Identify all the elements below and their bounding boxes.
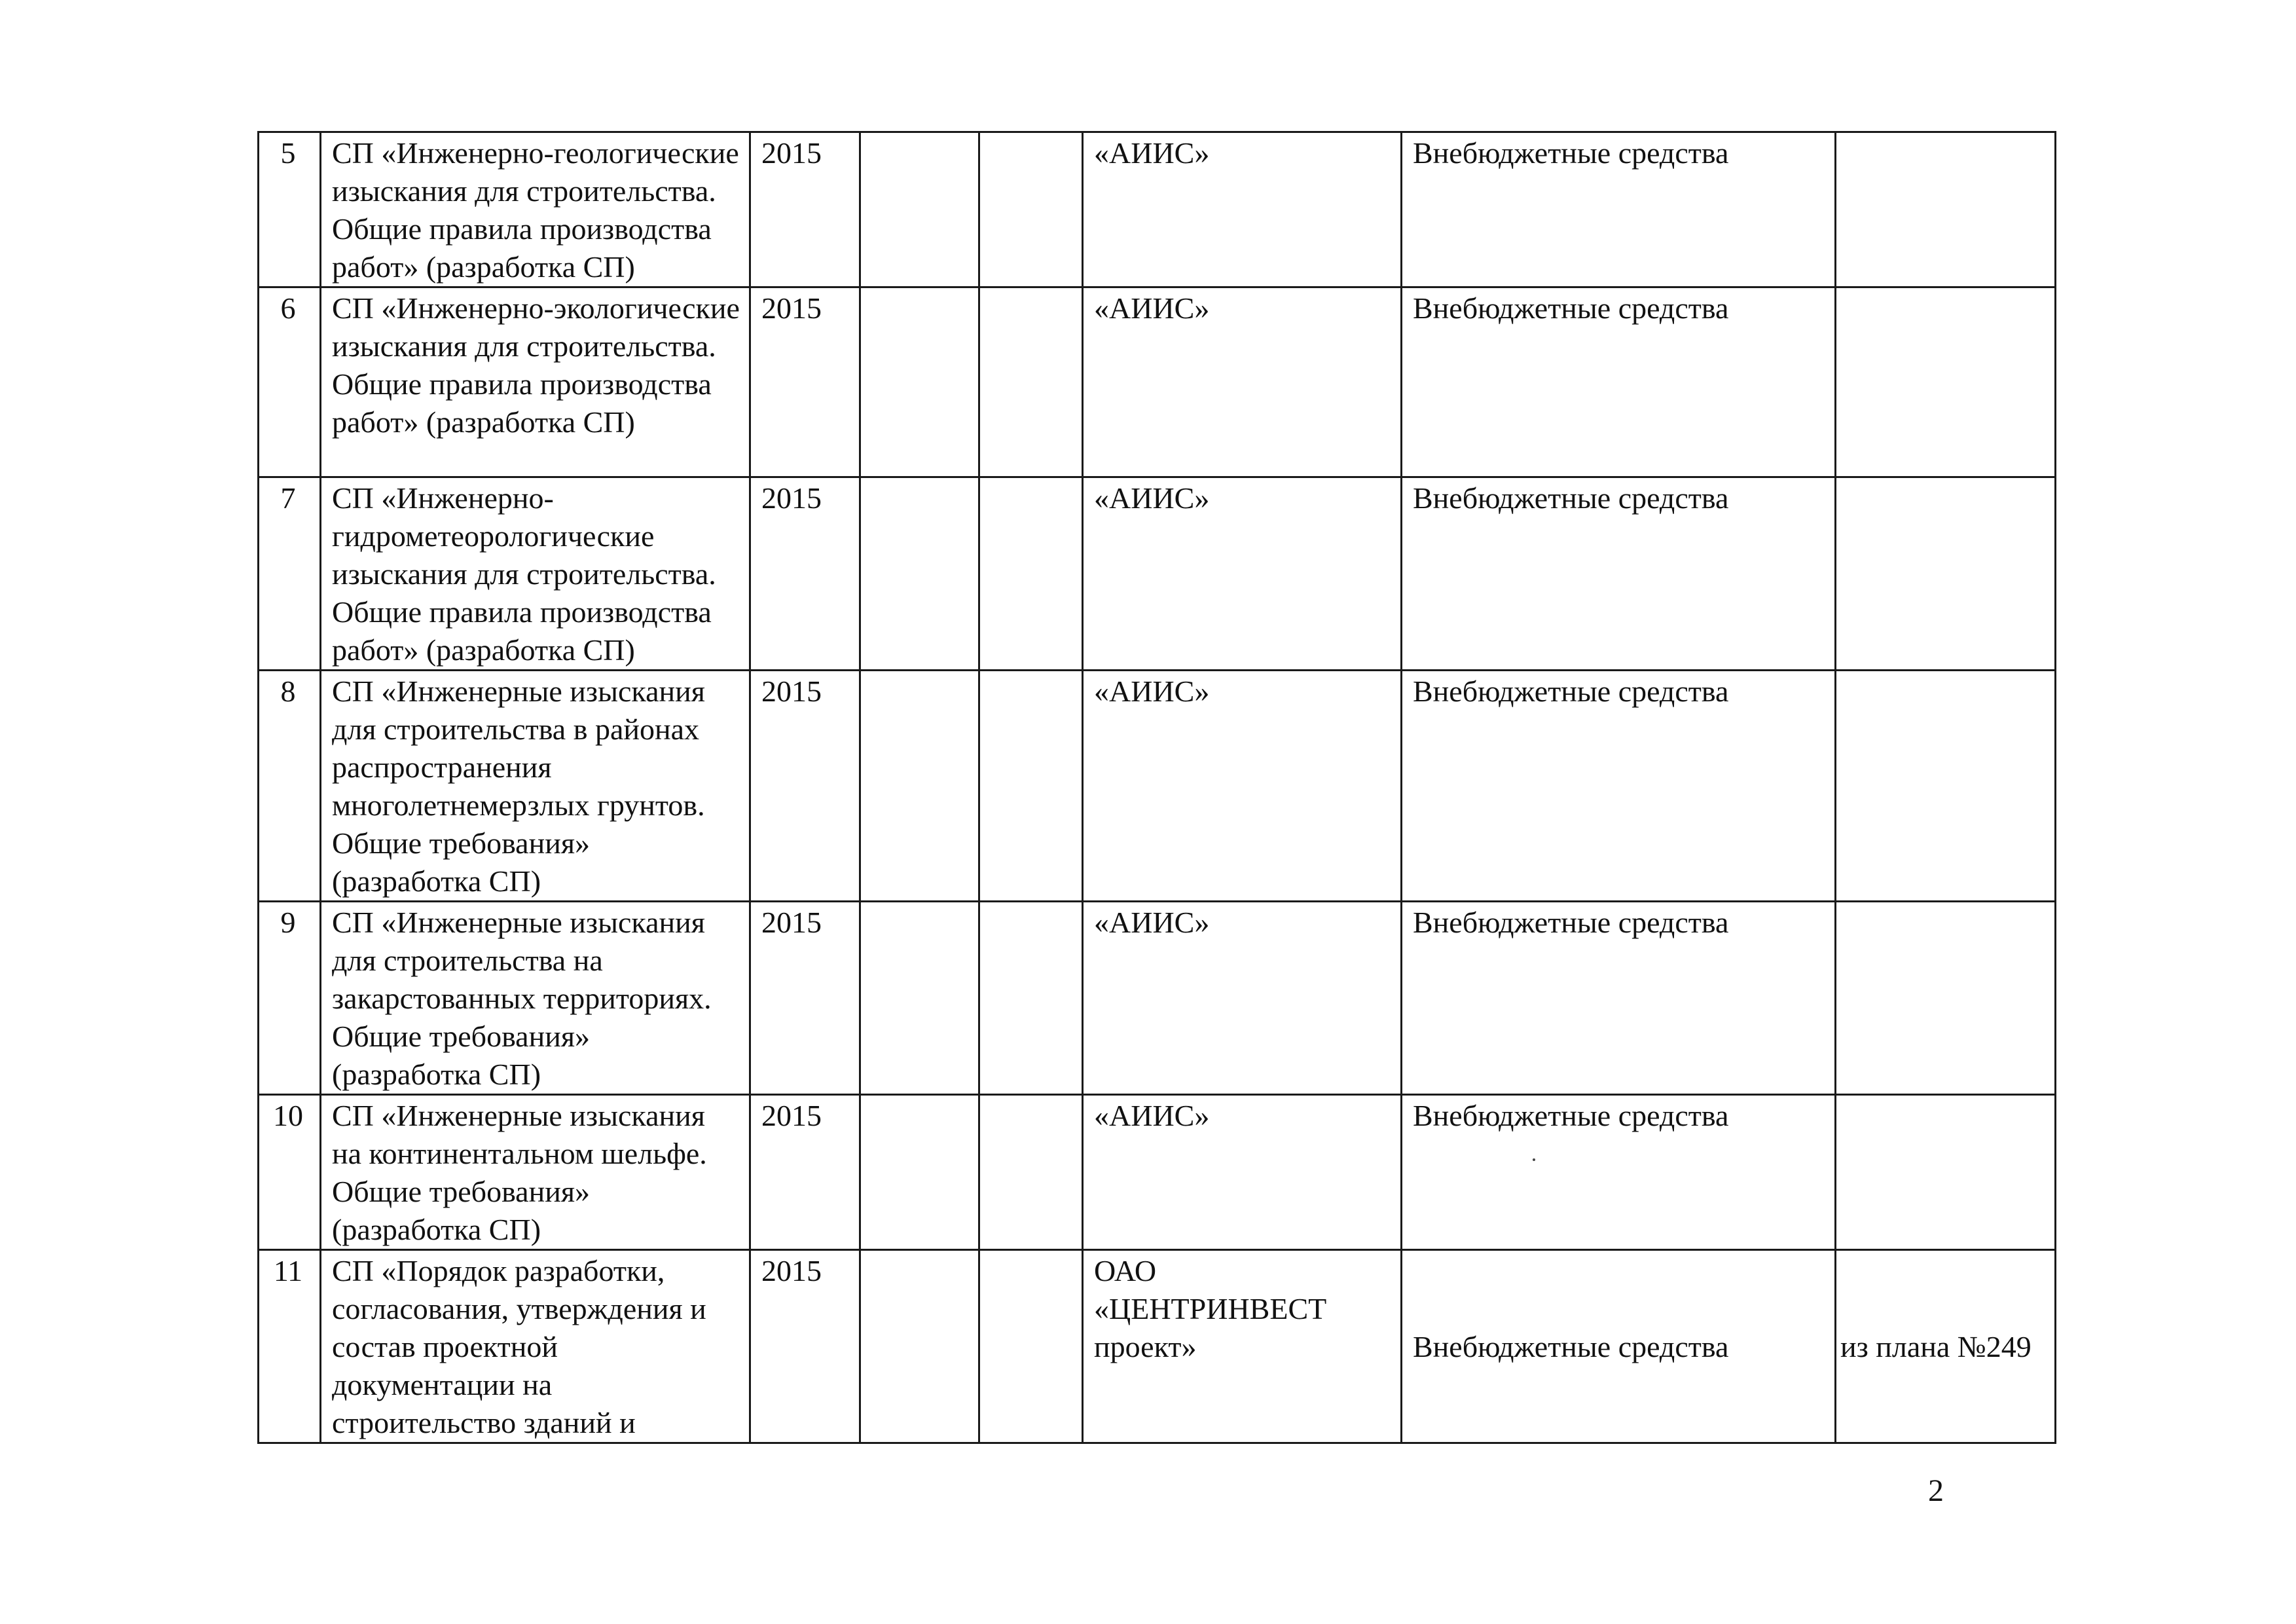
row-note [1836, 671, 2056, 902]
row-year: 2015 [750, 287, 860, 477]
table-row [259, 671, 2056, 902]
row-note: из плана №249 [1836, 1250, 2056, 1443]
empty-cell [860, 902, 979, 1095]
row-developer: «АИИС» [1083, 477, 1402, 671]
row-year: 2015 [750, 902, 860, 1095]
empty-cell [979, 1095, 1083, 1250]
row-note [1836, 477, 2056, 671]
row-funding: Внебюджетные средства [1402, 1250, 1836, 1443]
row-year: 2015 [750, 671, 860, 902]
empty-cell [860, 477, 979, 671]
row-number: 10 [259, 1095, 321, 1250]
row-developer: «АИИС» [1083, 671, 1402, 902]
row-developer: ОАО «ЦЕНТРИНВЕСТ проект» [1083, 1250, 1402, 1443]
table-row [259, 287, 2056, 477]
row-title: СП «Инженерно-геологические изыскания для строительства. Общие правила производства работ» (разработка СП) [321, 132, 750, 287]
row-title: СП «Инженерные изыскания для строительства на закарстованных территориях. Общие требования» (разработка СП) [321, 902, 750, 1095]
empty-cell [979, 671, 1083, 902]
row-year: 2015 [750, 1095, 860, 1250]
empty-cell [860, 671, 979, 902]
table-row [259, 1250, 2056, 1443]
table-row [259, 132, 2056, 287]
row-note [1836, 287, 2056, 477]
table-row [259, 477, 2056, 671]
empty-cell [979, 902, 1083, 1095]
empty-cell [860, 1250, 979, 1443]
row-note [1836, 1095, 2056, 1250]
row-developer: «АИИС» [1083, 902, 1402, 1095]
empty-cell [979, 132, 1083, 287]
empty-cell [860, 1095, 979, 1250]
scan-speck [1533, 1158, 1535, 1161]
page-number: 2 [1928, 1473, 1944, 1508]
row-number: 9 [259, 902, 321, 1095]
row-title: СП «Инженерно-экологические изыскания для строительства. Общие правила производства работ» (разработка СП) [321, 287, 750, 477]
row-developer: «АИИС» [1083, 1095, 1402, 1250]
table-row [259, 902, 2056, 1095]
row-title: СП «Порядок разработки, согласования, утверждения и состав проектной документации на строительство зданий и [321, 1250, 750, 1443]
row-title: СП «Инженерные изыскания на континентальном шельфе. Общие требования» (разработка СП) [321, 1095, 750, 1250]
row-title: СП «Инженерные изыскания для строительства в районах распространения многолетнемерзлых грунтов. Общие требования» (разработка СП) [321, 671, 750, 902]
empty-cell [979, 477, 1083, 671]
row-number: 8 [259, 671, 321, 902]
empty-cell [979, 287, 1083, 477]
empty-cell [979, 1250, 1083, 1443]
row-developer: «АИИС» [1083, 132, 1402, 287]
plan-table-body [259, 132, 2056, 1443]
row-number: 5 [259, 132, 321, 287]
row-number: 7 [259, 477, 321, 671]
row-year: 2015 [750, 132, 860, 287]
row-year: 2015 [750, 1250, 860, 1443]
plan-table [257, 131, 2056, 1444]
row-note [1836, 902, 2056, 1095]
row-funding: Внебюджетные средства [1402, 902, 1836, 1095]
empty-cell [860, 287, 979, 477]
row-funding: Внебюджетные средства [1402, 132, 1836, 287]
row-number: 11 [259, 1250, 321, 1443]
table-row [259, 1095, 2056, 1250]
row-funding: Внебюджетные средства [1402, 477, 1836, 671]
empty-cell [860, 132, 979, 287]
row-funding: Внебюджетные средства [1402, 671, 1836, 902]
row-year: 2015 [750, 477, 860, 671]
row-funding: Внебюджетные средства [1402, 287, 1836, 477]
row-title: СП «Инженерно-гидрометеорологические изыскания для строительства. Общие правила производства работ» (разработка СП) [321, 477, 750, 671]
row-number: 6 [259, 287, 321, 477]
row-developer: «АИИС» [1083, 287, 1402, 477]
row-funding: Внебюджетные средства [1402, 1095, 1836, 1250]
row-note [1836, 132, 2056, 287]
